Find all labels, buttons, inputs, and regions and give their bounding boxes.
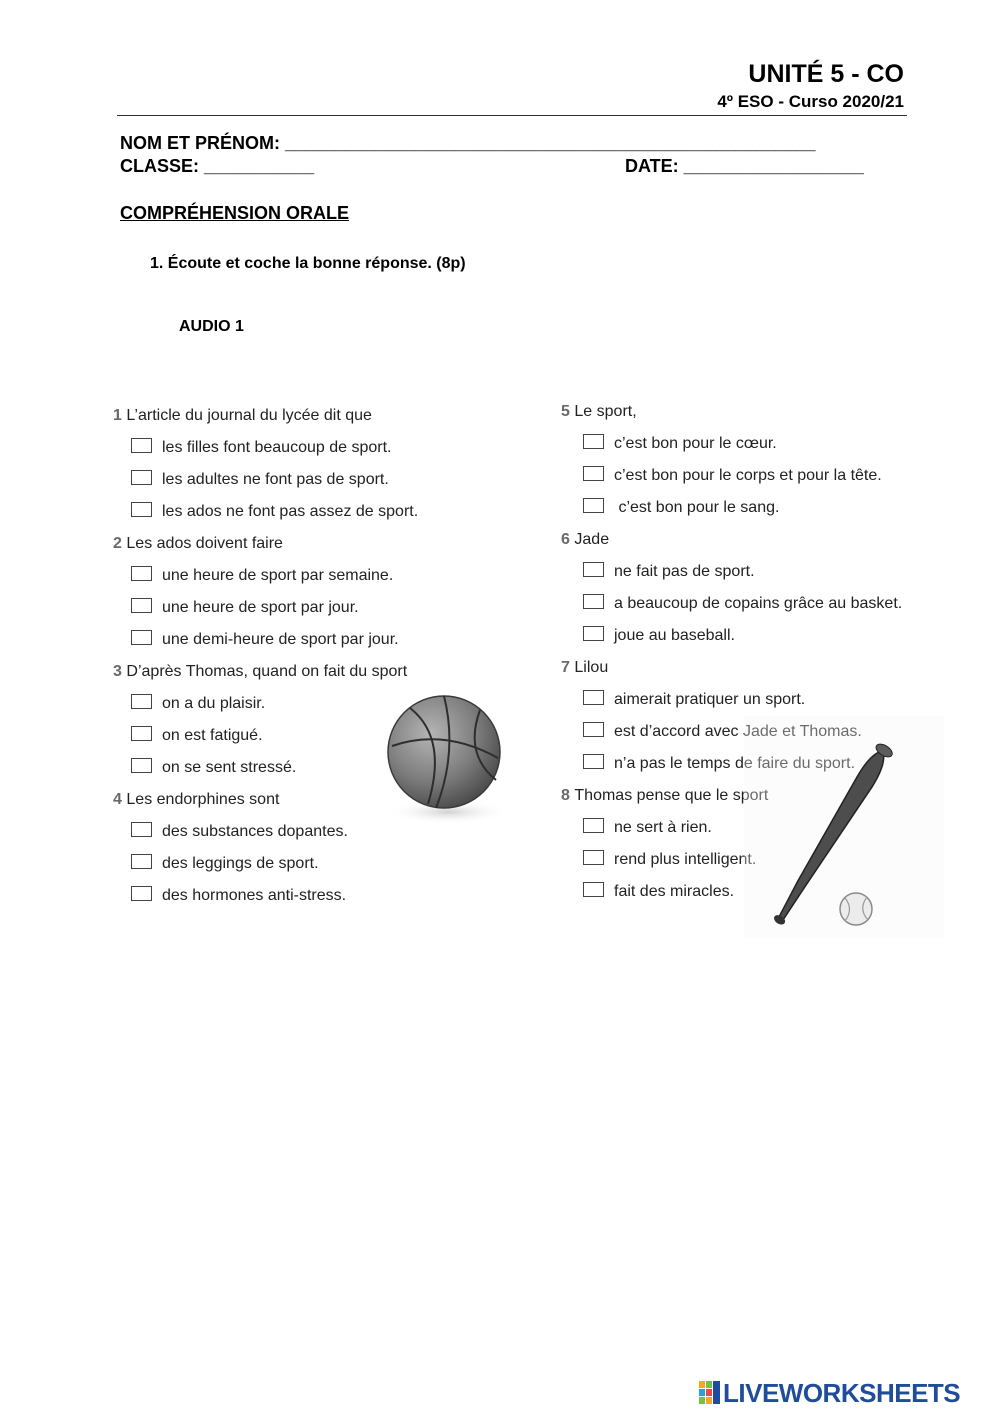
checkbox-icon[interactable] <box>131 438 152 453</box>
option-label: une demi-heure de sport par jour. <box>162 631 399 648</box>
class-field[interactable]: CLASSE: ___________ <box>120 156 315 176</box>
checkbox-icon[interactable] <box>583 434 604 449</box>
option-label: a beaucoup de copains grâce au basket. <box>614 595 903 612</box>
checkbox-icon[interactable] <box>583 466 604 481</box>
option-label: on est fatigué. <box>162 727 263 744</box>
question-number: 1 <box>113 407 122 424</box>
liveworksheets-watermark <box>699 1378 960 1408</box>
option-label: les adultes ne font pas de sport. <box>162 471 389 488</box>
question-number: 5 <box>561 403 570 420</box>
checkbox-icon[interactable] <box>583 498 604 513</box>
answer-option[interactable] <box>113 564 513 596</box>
answer-option[interactable] <box>561 496 941 528</box>
checkbox-icon[interactable] <box>131 470 152 485</box>
checkbox-icon[interactable] <box>583 818 604 833</box>
checkbox-icon[interactable] <box>583 562 604 577</box>
answer-option[interactable] <box>113 884 513 916</box>
question-number: 7 <box>561 659 570 676</box>
answer-option[interactable] <box>113 628 513 660</box>
answer-option[interactable] <box>561 432 941 464</box>
checkbox-icon[interactable] <box>131 630 152 645</box>
name-field[interactable]: NOM ET PRÉNOM: _____________________________________________________ <box>120 133 816 153</box>
answer-option[interactable] <box>113 852 513 884</box>
option-label: ne sert à rien. <box>614 819 712 836</box>
question-7 <box>561 656 941 688</box>
checkbox-icon[interactable] <box>583 626 604 641</box>
answer-option[interactable] <box>561 464 941 496</box>
answer-option[interactable] <box>113 500 513 532</box>
question-prompt: Jade <box>574 531 610 548</box>
option-label: on se sent stressé. <box>162 759 297 776</box>
question-prompt: D’après Thomas, quand on fait du sport <box>126 663 408 680</box>
audio-label: AUDIO 1 <box>179 318 244 335</box>
option-label: rend plus intelligent. <box>614 851 757 868</box>
question-number: 8 <box>561 787 570 804</box>
option-label: c’est bon pour le corps et pour la tête. <box>614 467 882 484</box>
question-5 <box>561 400 941 432</box>
option-label: est d’accord avec Jade et Thomas. <box>614 723 862 740</box>
baseball-bat-illustration <box>744 716 944 938</box>
option-label: c’est bon pour le cœur. <box>614 435 777 452</box>
option-label: fait des miracles. <box>614 883 735 900</box>
question-number: 2 <box>113 535 122 552</box>
question-1 <box>113 404 513 436</box>
option-label: les filles font beaucoup de sport. <box>162 439 392 456</box>
checkbox-icon[interactable] <box>583 594 604 609</box>
checkbox-icon[interactable] <box>131 758 152 773</box>
question-prompt: Le sport, <box>574 403 637 420</box>
question-prompt: L’article du journal du lycée dit que <box>126 407 372 424</box>
watermark-text: LIVEWORKSHEETS <box>723 1377 961 1408</box>
option-label: les ados ne font pas assez de sport. <box>162 503 419 520</box>
option-label: des leggings de sport. <box>162 855 319 872</box>
checkbox-icon[interactable] <box>583 754 604 769</box>
question-prompt: Les ados doivent faire <box>126 535 283 552</box>
option-label: des hormones anti-stress. <box>162 887 347 904</box>
checkbox-icon[interactable] <box>131 694 152 709</box>
date-field[interactable]: DATE: __________________ <box>625 156 864 176</box>
checkbox-icon[interactable] <box>131 854 152 869</box>
basketball-illustration <box>378 688 518 828</box>
checkbox-icon[interactable] <box>131 566 152 581</box>
question-prompt: Thomas pense que le sport <box>574 787 769 804</box>
question-number: 4 <box>113 791 122 808</box>
answer-option[interactable] <box>561 560 941 592</box>
answer-option[interactable] <box>113 468 513 500</box>
option-label: une heure de sport par jour. <box>162 599 359 616</box>
checkbox-icon[interactable] <box>583 690 604 705</box>
answer-option[interactable] <box>113 596 513 628</box>
page-title: UNITÉ 5 - CO <box>748 60 904 88</box>
option-label: on a du plaisir. <box>162 695 266 712</box>
question-6 <box>561 528 941 560</box>
answer-option[interactable] <box>561 592 941 624</box>
checkbox-icon[interactable] <box>131 886 152 901</box>
option-label: n’a pas le temps de faire du sport. <box>614 755 856 772</box>
checkbox-icon[interactable] <box>583 882 604 897</box>
option-label: ne fait pas de sport. <box>614 563 755 580</box>
course-subtitle: 4º ESO - Curso 2020/21 <box>717 92 904 111</box>
liveworksheets-logo-icon <box>699 1381 721 1405</box>
checkbox-icon[interactable] <box>131 822 152 837</box>
option-label: c’est bon pour le sang. <box>614 499 780 516</box>
checkbox-icon[interactable] <box>583 850 604 865</box>
header-divider <box>117 115 907 116</box>
answer-option[interactable] <box>113 436 513 468</box>
option-label: aimerait pratiquer un sport. <box>614 691 806 708</box>
checkbox-icon[interactable] <box>131 502 152 517</box>
section-heading: COMPRÉHENSION ORALE <box>120 203 350 223</box>
question-2 <box>113 532 513 564</box>
question-number: 3 <box>113 663 122 680</box>
option-label: joue au baseball. <box>614 627 735 644</box>
question-number: 6 <box>561 531 570 548</box>
question-prompt: Lilou <box>574 659 609 676</box>
checkbox-icon[interactable] <box>583 722 604 737</box>
checkbox-icon[interactable] <box>131 598 152 613</box>
questions-left-column <box>113 404 513 916</box>
option-label: une heure de sport par semaine. <box>162 567 394 584</box>
question-prompt: Les endorphines sont <box>126 791 280 808</box>
checkbox-icon[interactable] <box>131 726 152 741</box>
option-label: des substances dopantes. <box>162 823 348 840</box>
exercise-instruction: 1. Écoute et coche la bonne réponse. (8p) <box>150 255 466 272</box>
answer-option[interactable] <box>561 624 941 656</box>
